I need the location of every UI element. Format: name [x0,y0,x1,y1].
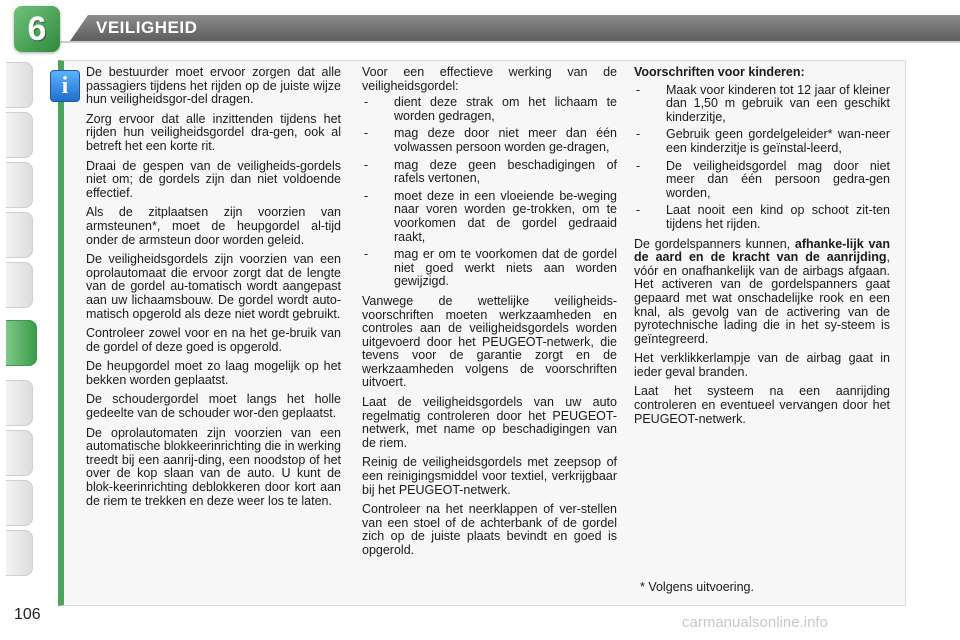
list-item [634,84,890,125]
dash-bullet: - [364,157,369,172]
pretensioner-text-start: De gordelspanners kunnen, [634,236,795,251]
info-icon: i [50,70,80,102]
paragraph: Controleer zowel voor en na het ge-bruik van de gordel of deze goed is opgerold. [86,326,341,354]
list-item-text: dient deze strak om het lichaam te worden gedragen, [394,95,617,123]
list-item-text: moet deze in een vloeiende be-weging naar voren worden ge-trokken, om te voorkomen dat de gordel gedraaid raakt, [394,188,617,244]
list-item-text: Laat nooit een kind op schoot zit-ten tijdens het rijden. [666,203,890,231]
chapter-tab-6-active[interactable] [6,320,37,366]
paragraph: De schoudergordel moet langs het holle gedeelte van de schouder wor-den geplaatst. [86,392,341,421]
paragraph: De oprolautomaten zijn voorzien van een automatische blokkeerinrichting die in werking treedt bij een aanrij-ding, een noodstop of het over de kop slaan van de auto. U kunt de blok-keerinrichting deblokkeren door kort aan de riem te trekken en deze weer los te laten. [86,425,341,508]
list-item-text: mag deze geen beschadigingen of rafels vertonen, [394,157,617,186]
chapter-number: 6 [27,9,47,48]
dash-bullet: - [636,158,641,173]
dash-bullet: - [364,126,369,141]
paragraph: De veiligheidsgordels zijn voorzien van een oprolautomaat die ervoor zorgt dat de lengte van de gordel au-tomatisch wordt aangepast aan uw lichaamsbouw. De gordel wordt auto-matisch opgerold als deze niet wordt gebruikt. [86,252,341,321]
list-item [634,128,890,155]
paragraph: Laat het systeem na een aanrijding controleren en eventueel vervangen door het PEUGEOT-netwerk. [634,384,890,426]
page-number: 106 [14,606,41,623]
paragraph: Reinig de veiligheidsgordels met zeepsop of een reinigingsmiddel voor textiel, verkrijgbaar bij het PEUGEOT-netwerk. [362,455,617,497]
pretensioner-paragraph [634,238,890,347]
list-item-text: mag deze door niet meer dan één volwassen persoon worden ge-dragen, [394,126,617,154]
chapter-tab-10[interactable] [6,530,33,576]
dash-bullet: - [636,203,641,218]
chapter-tab-9[interactable] [6,480,33,526]
chapter-tab-3[interactable] [6,162,33,208]
list-item [362,190,617,244]
paragraph: Draai de gespen van de veiligheids-gordels niet om; de gordels zijn dan niet voldoende effectief. [86,158,341,200]
list-item-text: Maak voor kinderen tot 12 jaar of kleiner dan 1,50 m gebruik van een geschikt kinderzitje, [666,82,890,124]
dash-bullet: - [364,188,369,203]
list-item [634,204,890,231]
paragraph: Als de zitplaatsen zijn voorzien van armsteunen*, moet de heupgordel al-tijd onder de armsteun door worden geleid. [86,205,341,247]
column-3 [634,66,890,432]
list-item-text: mag er om te voorkomen dat de gordel niet goed werkt niets aan worden gewijzigd. [394,247,617,289]
pretensioner-text-end: , vóór en onafhankelijk van de airbags afgaan. Het activeren van de gordelspanners gaat gepaard met wat onschadelijke rook en een knal, als gevolg van de activering van de pyrotechnische lading die in het sy-steem is geïntegreerd. [634,250,890,346]
list-item [362,127,617,154]
chapter-tab-1[interactable] [6,62,33,108]
title-bar [60,13,960,43]
paragraph: Zorg ervoor dat alle inzittenden tijdens het rijden hun veiligheidsgordel dra-gen, ook al betreft het een korte rit. [86,111,341,153]
paragraph: Controleer na het neerklappen of ver-stellen van een stoel of de achterbank of de gordel zich op de juiste plaats bevindt en goed is opgerold. [362,502,617,557]
column-2 [362,66,617,564]
list-item-text: De veiligheidsgordel mag door niet meer dan één persoon gedra-gen worden, [666,158,890,200]
chapter-tab-2[interactable] [6,112,33,158]
page-header [0,0,960,60]
chapter-tab-7[interactable] [6,380,33,426]
paragraph: Vanwege de wettelijke veiligheids-voorschriften moeten werkzaamheden en controles aan de veiligheidsgordels worden uitgevoerd door het PEUGEOT-netwerk, die tevens voor de garantie zorgt en de werkzaamheden volgens de voorschriften uitvoert. [362,293,617,390]
watermark: carmanualsonline.info [682,614,828,631]
paragraph: De heupgordel moet zo laag mogelijk op het bekken worden geplaatst. [86,359,341,387]
list-item [362,96,617,123]
list-item [634,160,890,201]
chapter-tab-4[interactable] [6,212,33,258]
pretensioner-text-bold: afhanke-lijk van de aard en de kracht van de aanrijding [634,236,890,265]
dash-bullet: - [364,95,369,110]
chapter-badge [14,6,60,52]
intro-text: Voor een effectieve werking van de veiligheidsgordel: [362,65,617,93]
dash-bullet: - [636,127,641,142]
column-1 [86,66,341,514]
paragraph: Laat de veiligheidsgordels van uw auto regelmatig controleren door het PEUGEOT-netwerk, met name op beschadigingen van de riem. [362,395,617,450]
list-item [362,159,617,186]
dash-bullet: - [364,247,369,262]
dash-bullet: - [636,82,641,97]
chapter-tab-5[interactable] [6,262,33,308]
paragraph: De bestuurder moet ervoor zorgen dat alle passagiers tijdens het rijden op de juiste wijze hun veiligheidsgor-del dragen. [86,65,341,107]
chapter-tab-8[interactable] [6,430,33,476]
chapter-tabs [0,62,40,582]
paragraph: Het verklikkerlampje van de airbag gaat in ieder geval branden. [634,351,890,379]
section-heading: Voorschriften voor kinderen: [634,65,805,79]
footnote: * Volgens uitvoering. [640,580,754,594]
list-item [362,248,617,289]
list-item-text: Gebruik geen gordelgeleider* wan-neer een kinderzitje is geïnstal-leerd, [666,127,890,155]
page-title: VEILIGHEID [96,18,198,37]
